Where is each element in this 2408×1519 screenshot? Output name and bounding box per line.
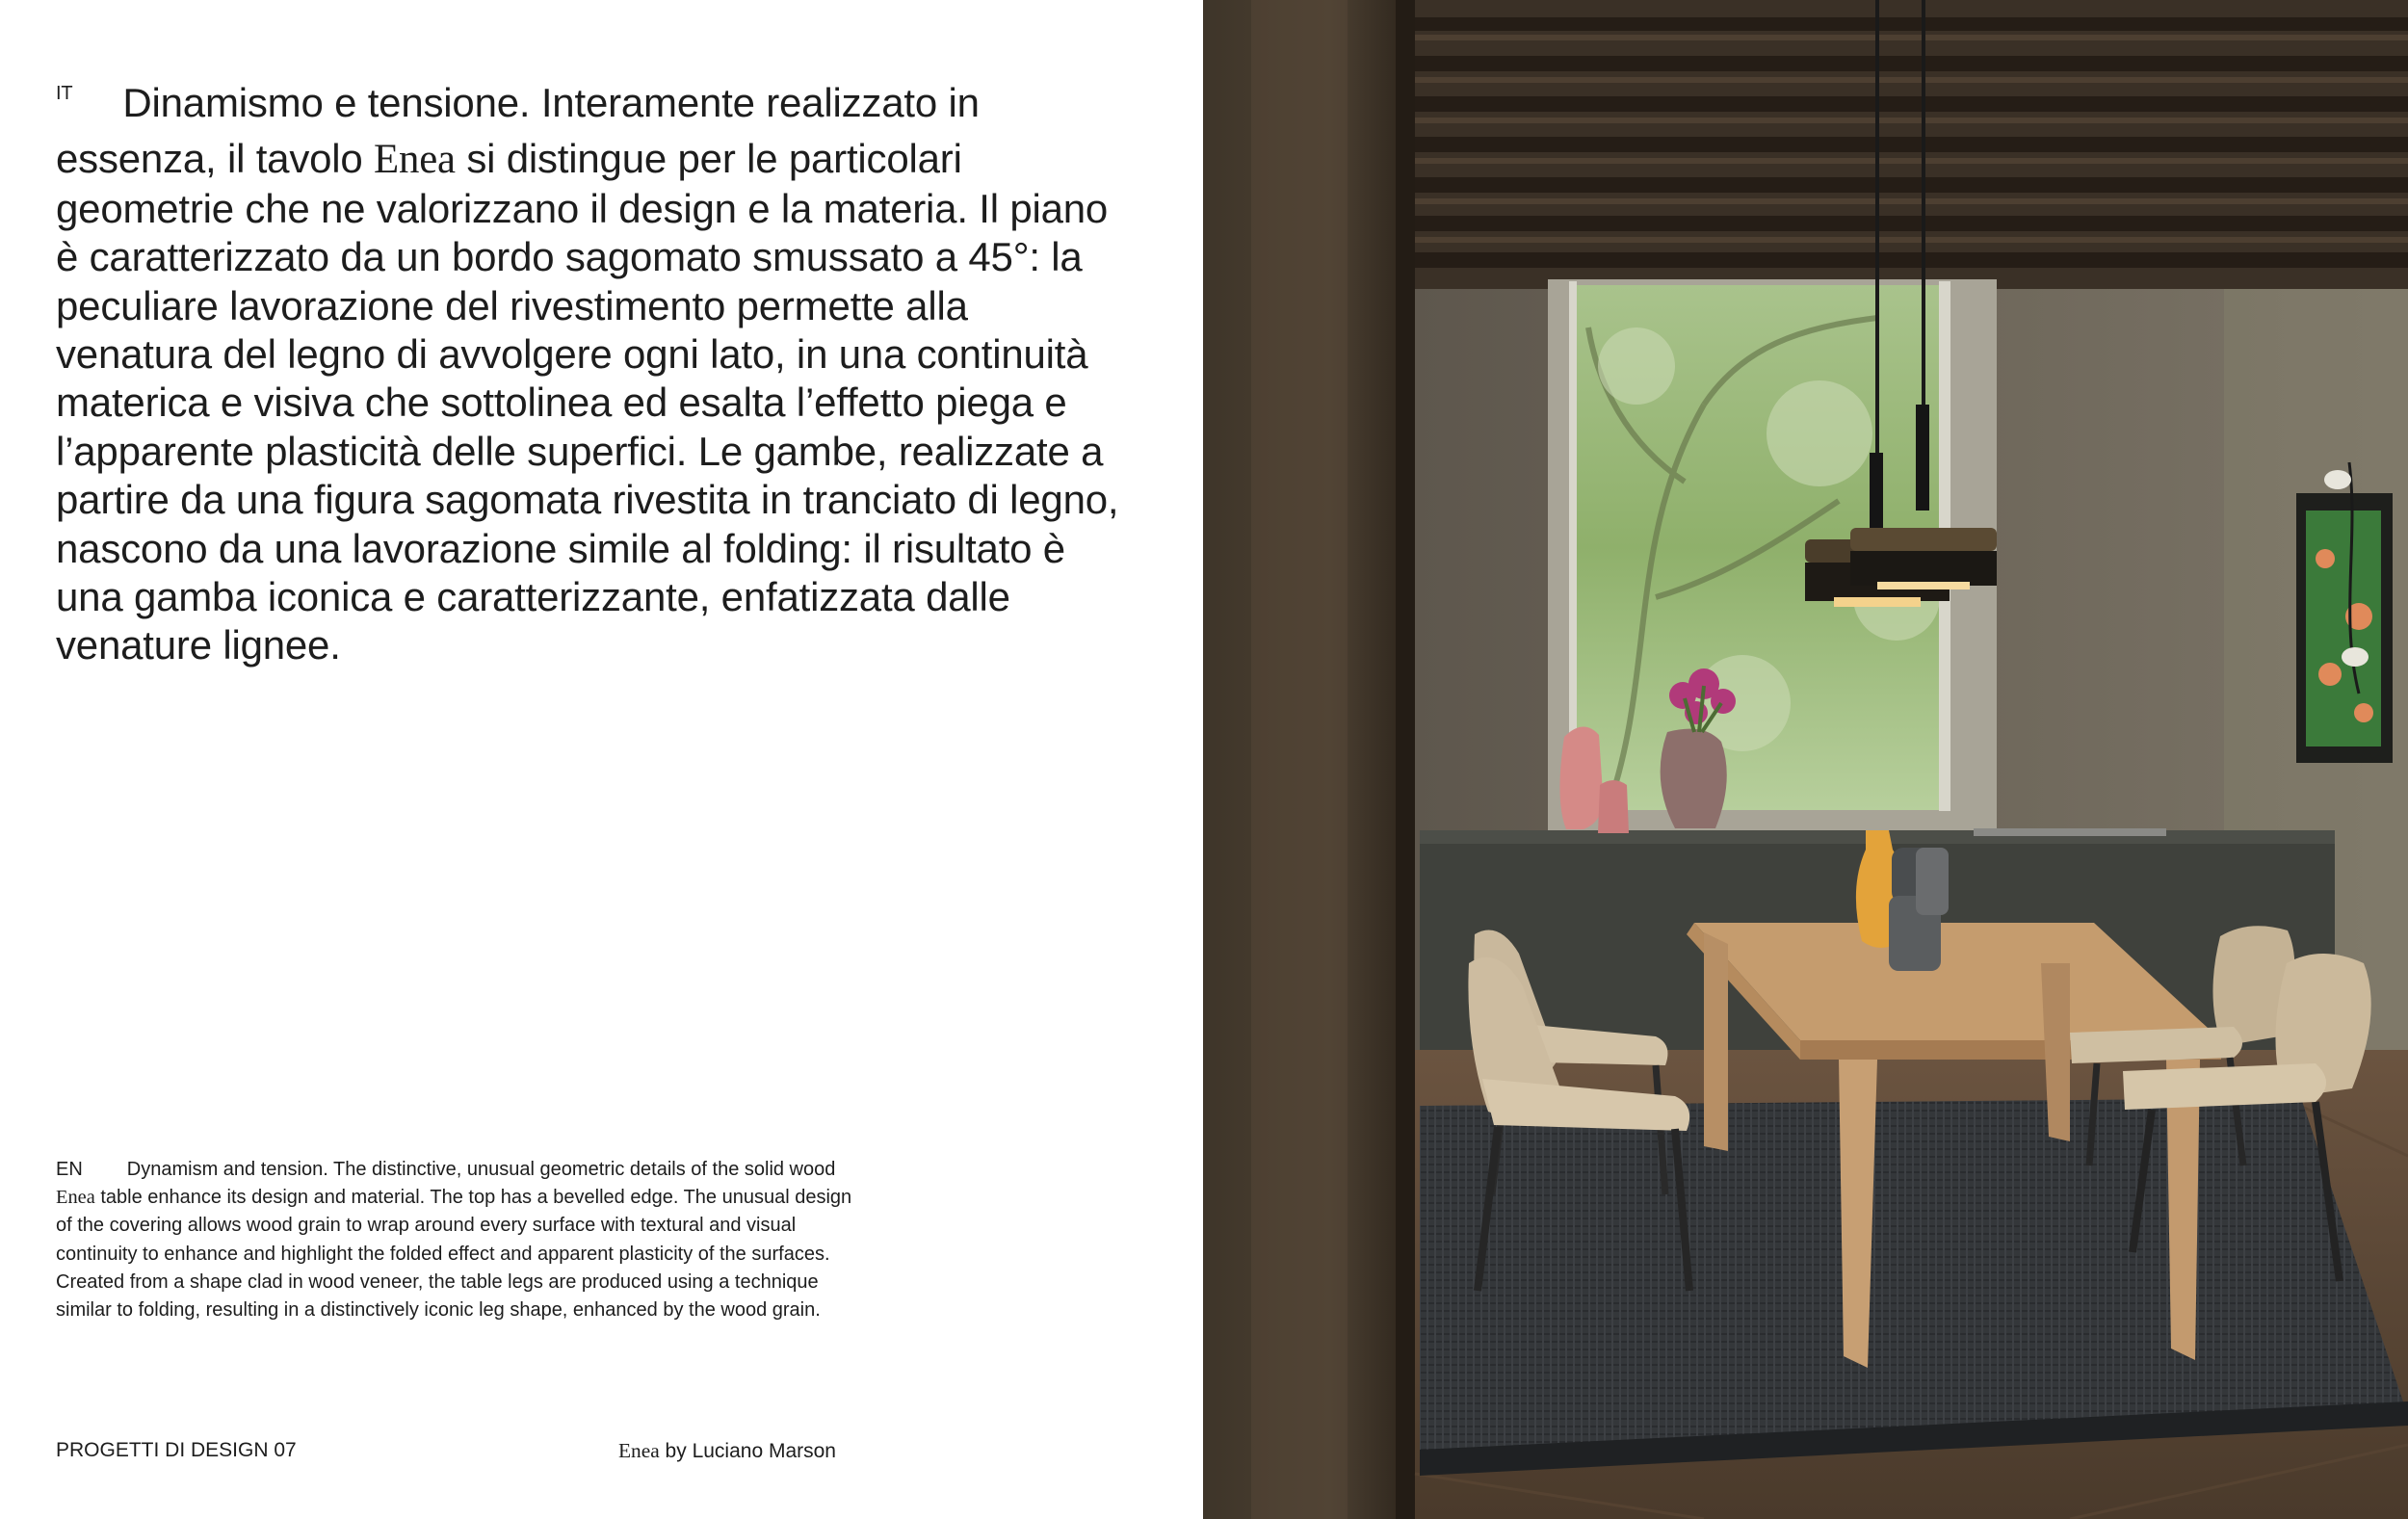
english-text-part-1: Dynamism and tension. The distinctive, unusual geometric details of the solid wood <box>126 1159 836 1180</box>
english-description <box>56 1156 855 1324</box>
italian-product-name: Enea <box>374 137 456 183</box>
english-product-name: Enea <box>56 1187 95 1209</box>
english-paragraph-1 <box>56 1156 855 1269</box>
italian-text-part-1: Dinamismo e tensione. Interamente realizzato in essenza, il tavolo <box>56 80 980 182</box>
left-page <box>0 0 1203 1519</box>
italian-text-part-2: si distingue per le particolari geometrie che ne valorizzano il design e la materia. Il piano è caratterizzato da un bordo sagomato smussato a 45°: la peculiare lavorazione del rivestimento permette alla venatura del legno di avvolgere ogni lato, in una continuità materica e visiva che sottolinea ed esalta l’effetto piega e l’apparente plasticità delle superfici. Le gambe, realizzate a partire da una figura sagomata rivestita in tranciato di legno, nascono da una lavorazione simile al folding: il risultato è una gamba iconica e caratterizzante, enfatizzata dalle venature lignee. <box>56 136 1119 668</box>
page-footer <box>56 1439 836 1463</box>
english-text-part-2: table enhance its design and material. The top has a bevelled edge. The unusual design of the covering allows wood grain to wrap around every surface with textural and visual continuity to enhance and highlight the folded effect and apparent plasticity of the surfaces. <box>56 1187 852 1265</box>
dining-room-photo <box>1203 0 2408 1519</box>
english-paragraph-2: Created from a shape clad in wood veneer, the table legs are produced using a technique similar to folding, resulting in a distinctively iconic leg shape, enhanced by the wood grain. <box>56 1270 821 1322</box>
language-tag-en: EN <box>56 1159 83 1180</box>
footer-product-name: Enea <box>617 1439 660 1462</box>
footer-section-label: PROGETTI DI DESIGN 07 <box>56 1439 297 1461</box>
footer-credit <box>618 1439 836 1463</box>
language-tag-it: IT <box>56 83 73 104</box>
footer-designer: by Luciano Marson <box>659 1440 836 1462</box>
italian-description <box>56 79 1135 670</box>
